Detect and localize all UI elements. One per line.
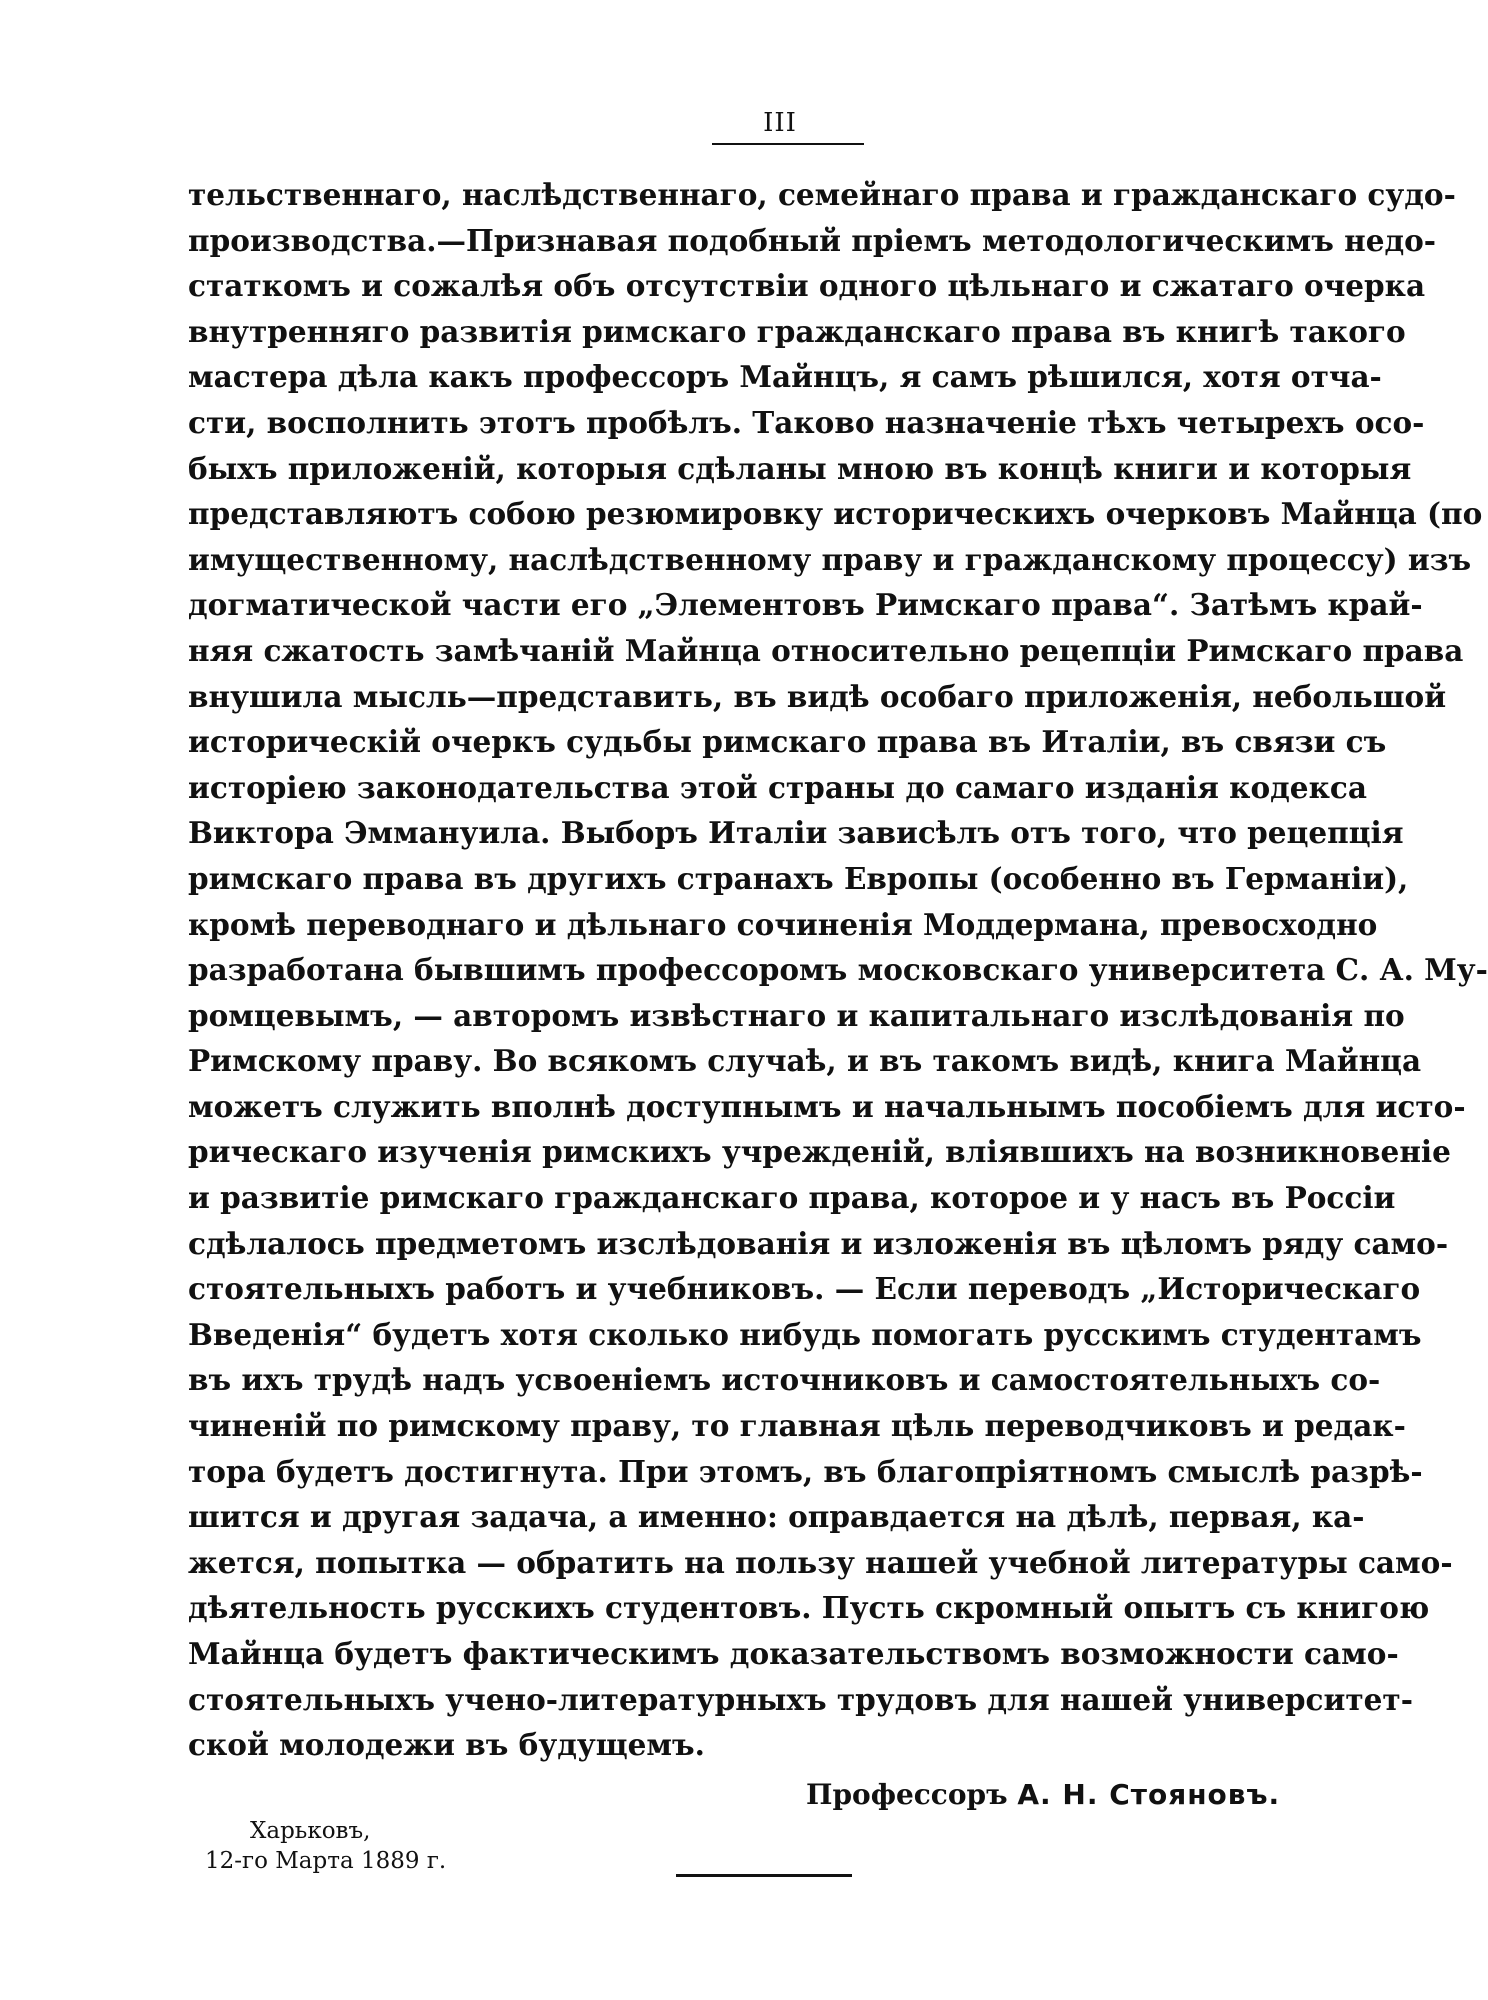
text-line: стоятельныхъ работъ и учебниковъ. — Если переводъ „Историческаго [188, 1271, 1421, 1307]
dateline-place: Харьковъ, [250, 1818, 371, 1844]
page-number-rule [712, 143, 864, 145]
text-line: чиненій по римскому праву, то главная цѣль переводчиковъ и редак- [188, 1408, 1406, 1444]
text-line: производства.—Признавая подобный пріемъ методологическимъ недо- [188, 222, 1437, 258]
text-line: Римскому праву. Во всякомъ случаѣ, и въ такомъ видѣ, книга Майнца [188, 1043, 1422, 1079]
text-line: няя сжатость замѣчаній Майнца относительно рецепціи Римскаго права [188, 632, 1464, 668]
text-line: догматической части его „Элементовъ Римскаго права“. Затѣмъ край- [188, 587, 1423, 623]
page-number: III [763, 108, 797, 138]
text-line: дѣятельность русскихъ студентовъ. Пусть скромный опытъ съ книгою [188, 1590, 1430, 1626]
text-line: внутренняго развитія римскаго гражданскаго права въ книгѣ такого [188, 313, 1406, 349]
signature-title: Профессоръ [806, 1778, 1008, 1811]
body-paragraph [188, 172, 1488, 1768]
text-line: разработана бывшимъ профессоромъ московскаго университета С. А. Му- [188, 952, 1488, 988]
text-line: имущественному, наслѣдственному праву и гражданскому процессу) изъ [188, 541, 1472, 577]
text-line: ромцевымъ, — авторомъ извѣстнаго и капитальнаго изслѣдованія по [188, 997, 1405, 1033]
text-line: кромѣ переводнаго и дѣльнаго сочиненія Моддермана, превосходно [188, 906, 1378, 942]
text-line: и развитіе римскаго гражданскаго права, которое и у насъ въ Россіи [188, 1180, 1396, 1216]
text-line: быхъ приложеній, которыя сдѣланы мною въ концѣ книги и которыя [188, 450, 1412, 486]
text-line: Виктора Эммануила. Выборъ Италіи зависѣлъ отъ того, что рецепція [188, 815, 1404, 851]
text-line: шится и другая задача, а именно: оправдается на дѣлѣ, первая, ка- [188, 1499, 1365, 1535]
text-line: стоятельныхъ учено-литературныхъ трудовъ для нашей университет- [188, 1681, 1413, 1717]
text-line: жется, попытка — обратить на пользу нашей учебной литературы само- [188, 1544, 1453, 1580]
text-line: сти, восполнить этотъ пробѣлъ. Таково назначеніе тѣхъ четырехъ осо- [188, 404, 1425, 440]
text-line: историческій очеркъ судьбы римскаго права въ Италіи, въ связи съ [188, 724, 1387, 760]
signature-name: А. Н. Стояновъ. [1017, 1778, 1281, 1811]
text-line: Майнца будетъ фактическимъ доказательствомъ возможности само- [188, 1636, 1399, 1671]
text-line: тельственнаго, наслѣдственнаго, семейнаго права и гражданскаго судо- [188, 177, 1456, 212]
text-line: Введенія“ будетъ хотя сколько нибудь помогать русскимъ студентамъ [188, 1316, 1422, 1352]
text-line: мастера дѣла какъ профессоръ Майнцъ, я самъ рѣшился, хотя отча- [188, 359, 1382, 395]
text-line: можетъ служить вполнѣ доступнымъ и начальнымъ пособіемъ для исто- [188, 1088, 1466, 1124]
end-rule [676, 1874, 852, 1877]
text-line: сдѣлалось предметомъ изслѣдованія и изложенія въ цѣломъ ряду само- [188, 1225, 1449, 1261]
text-line: рическаго изученія римскихъ учрежденій, вліявшихъ на возникновеніе [188, 1134, 1451, 1170]
text-line: тора будетъ достигнута. При этомъ, въ благопріятномъ смыслѣ разрѣ- [188, 1453, 1423, 1489]
text-line: исторіею законодательства этой страны до самаго изданія кодекса [188, 769, 1367, 805]
text-line: внушила мысль—представить, въ видѣ особаго приложенія, небольшой [188, 678, 1447, 714]
dateline-date: 12-го Марта 1889 г. [205, 1848, 447, 1874]
text-line-last: ской молодежи въ будущемъ. [188, 1727, 705, 1763]
text-line: представляютъ собою резюмировку историческихъ очерковъ Майнца (по [188, 496, 1483, 532]
text-line: въ ихъ трудѣ надъ усвоеніемъ источниковъ и самостоятельныхъ со- [188, 1362, 1381, 1398]
signature [806, 1778, 1280, 1811]
text-line: статкомъ и сожалѣя объ отсутствіи одного цѣльнаго и сжатаго очерка [188, 268, 1426, 304]
text-line: римскаго права въ другихъ странахъ Европы (особенно въ Германіи), [188, 860, 1409, 896]
